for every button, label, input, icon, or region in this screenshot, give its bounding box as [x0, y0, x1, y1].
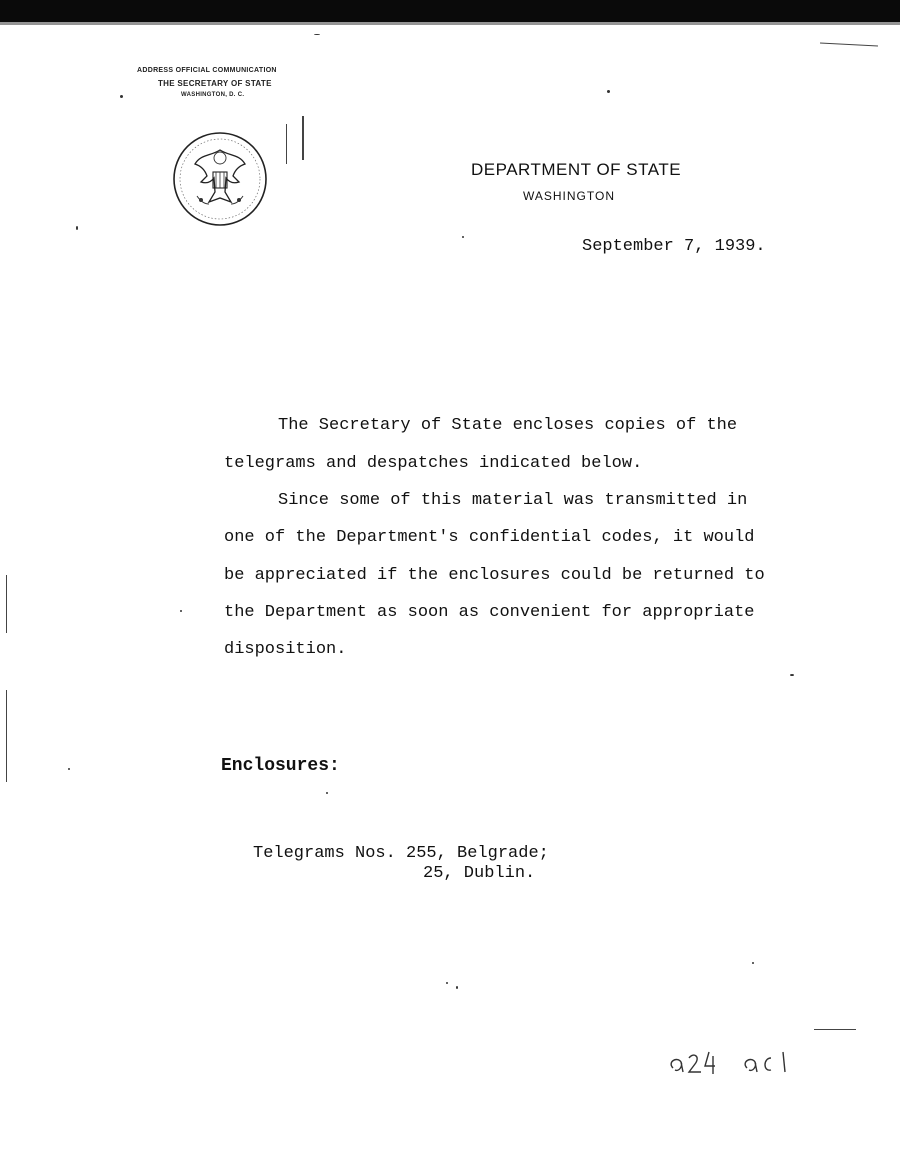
body-line: Since some of this material was transmitted in	[278, 491, 748, 510]
handwritten-note-icon	[663, 1042, 803, 1082]
scan-speck	[790, 674, 794, 676]
scan-speck	[326, 792, 328, 794]
department-city: WASHINGTON	[523, 189, 616, 203]
scan-speck	[607, 90, 610, 93]
address-line-2: THE SECRETARY OF STATE	[158, 79, 272, 88]
scan-speck	[752, 962, 754, 964]
scan-mark	[814, 1029, 856, 1030]
scan-top-band-edge	[0, 22, 900, 25]
body-line: The Secretary of State encloses copies of the	[278, 416, 738, 435]
scan-mark	[6, 690, 7, 782]
body-line: telegrams and despatches indicated below.	[224, 454, 643, 473]
scan-speck	[68, 768, 70, 770]
scan-speck	[120, 95, 123, 98]
address-line-3: WASHINGTON, D. C.	[181, 92, 245, 98]
body-line: one of the Department's confidential codes, it would	[224, 528, 755, 547]
enclosures-heading: Enclosures:	[221, 756, 340, 776]
scan-mark	[302, 116, 304, 160]
scan-top-band	[0, 0, 900, 22]
scan-mark	[820, 42, 878, 46]
scan-mark	[286, 124, 287, 164]
body-line: disposition.	[224, 640, 347, 659]
scan-speck	[314, 34, 320, 35]
scan-speck	[446, 982, 448, 984]
scan-speck	[462, 236, 464, 238]
scan-speck	[76, 226, 78, 230]
body-line: be appreciated if the enclosures could be returned to	[224, 566, 765, 585]
body-line: the Department as soon as convenient for appropriate	[224, 603, 755, 622]
letter-date: September 7, 1939.	[582, 237, 766, 256]
address-line-1: ADDRESS OFFICIAL COMMUNICATION	[137, 67, 277, 74]
scan-speck	[180, 610, 182, 612]
scan-mark	[6, 575, 7, 633]
enclosure-line: 25, Dublin.	[423, 864, 536, 883]
scan-speck	[456, 986, 458, 989]
great-seal-icon	[171, 130, 269, 228]
enclosure-line: Telegrams Nos. 255, Belgrade;	[253, 844, 549, 863]
department-title: DEPARTMENT OF STATE	[471, 160, 682, 179]
